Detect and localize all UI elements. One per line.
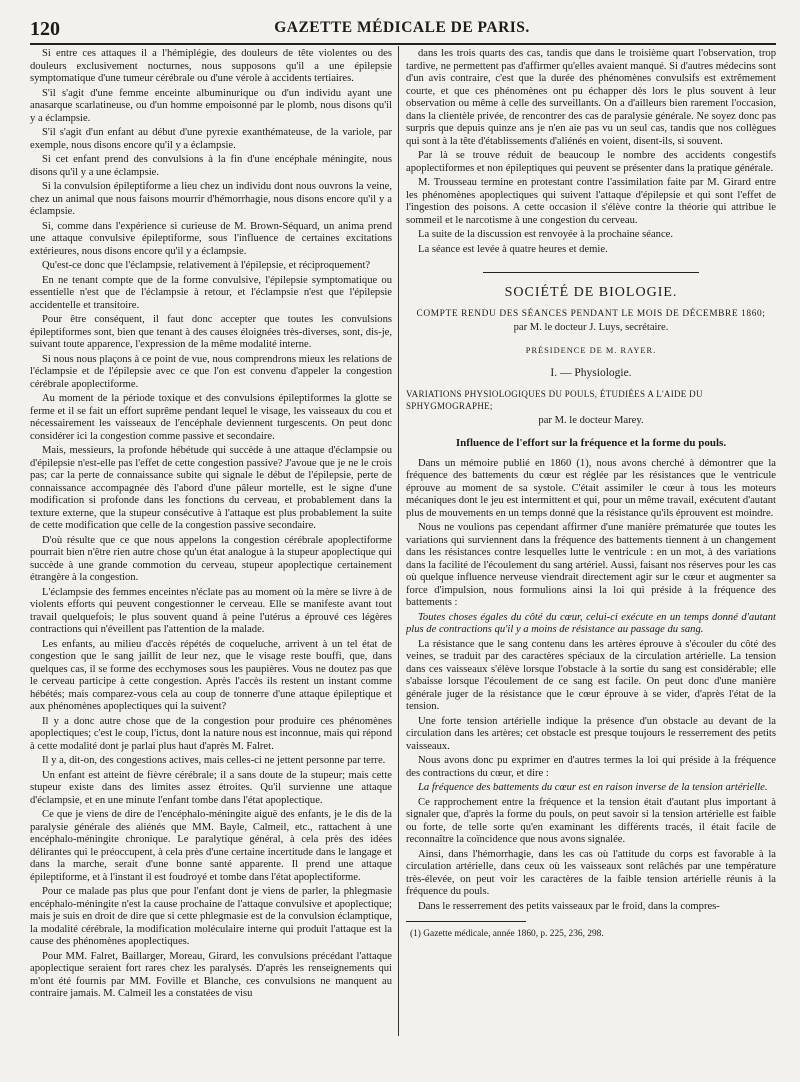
paragraph: dans les trois quarts des cas, tandis que dans le troisième quart l'observation, trop tardive, ne permettent pas d'affirmer qu'elles avaient manqué. Si d'autres médecins sont d'un avis contraire, c'est que la durée des phénomènes convulsifs est extrêmement courte, et que ces phénomènes ont pu échapper dès lors le plus souvent à leur observation ou même à celle des surveillants. On a d'ailleurs bien rarement l'occasion, dans la clientèle privée, de rencontrer des cas de paralysie générale. Ne soyez donc pas surpris que depuis quinze ans je n'en aie pas vu un seul cas, tandis que nos collègues qui sont à la tête d'établissements d'aliénés en voient, disent-ils, si souvent. <box>406 48 776 147</box>
paragraph: S'il s'agit d'un enfant au début d'une pyrexie exanthémateuse, de la variole, par exemple, nous disons encore qu'il y a éclampsie. <box>30 127 392 151</box>
paragraph: Une forte tension artérielle indique la présence d'un obstacle au devant de la circulation dans les artères; cet obstacle est presque toujours le resserrement des petits vaisseaux. <box>406 715 776 752</box>
paragraph: L'éclampsie des femmes enceintes n'éclate pas au moment où la mère se livre à de violents efforts qui peuvent congestionner le cerveau. Elle se manifeste avant tout travail quelquefois; le plus souvent quand à peine l'utérus a éprouvé ces légères contractions qui n'éveillent pas l'attention de la malade. <box>30 586 392 635</box>
page-number: 120 <box>30 18 60 40</box>
paragraph: Si cet enfant prend des convulsions à la fin d'une encéphale méningite, nous disons qu'il y a une éclampsie. <box>30 154 392 178</box>
paragraph: Ce que je viens de dire de l'encéphalo-méningite aiguë des enfants, je le dis de la paralysie générale des aliénés que MM. Bayle, Calmeil, etc., rattachent à une encéphalo-méningite chronique. Le paralytique général, à cela près des idées délirantes qui le préoccupent, à cela près d'une certaine incertitude dans le langage et dans la marche, serait d'une bonne santé apparente. Il prend une attaque épileptiforme, et à l'instant il est foudroyé et tombe dans l'état apoplectiforme. <box>30 809 392 883</box>
left-column <box>30 48 392 1068</box>
paragraph: Qu'est-ce donc que l'éclampsie, relativement à l'épilepsie, et réciproquement? <box>42 260 371 271</box>
article-title: VARIATIONS PHYSIOLOGIQUES DU POULS, ÉTUDIÉES A L'AIDE DU SPHYGMOGRAPHE; <box>406 388 703 411</box>
paragraph: Par là se trouve réduit de beaucoup le nombre des accidents congestifs apoplectiformes et non épileptiques qui peuvent se présenter dans la pratique générale. <box>406 150 776 174</box>
law-statement: La fréquence des battements du cœur est en raison inverse de la tension artérielle. <box>418 782 768 793</box>
paragraph: Pour être conséquent, il faut donc accepter que toutes les convulsions épileptiformes sont, bien que tenant à des causes éloignées très-diverses, sont, dis-je, suivant toute apparence, l'expression de la même modalité interne. <box>30 314 392 350</box>
society-title: SOCIÉTÉ DE BIOLOGIE. <box>504 285 678 300</box>
footnote: (1) Gazette médicale, année 1860, p. 225, 236, 298. <box>410 929 604 939</box>
paragraph: La suite de la discussion est renvoyée à la prochaine séance. <box>418 229 674 240</box>
paragraph: En ne tenant compte que de la forme convulsive, l'épilepsie symptomatique ou essentielle n'est que de l'éclampsie à retour, et l'éclampsie n'est que l'épilepsie accidentelle et transitoire. <box>30 274 392 311</box>
paragraph: La résistance que le sang contenu dans les artères éprouve à s'écouler du côté des veines, se traduit par des caractères spéciaux de la circulation artérielle. La tension dans ces vaisseaux s'élève lorsque l'obstacle à la sortie du sang est considérable; elle s'abaisse lorsque l'écoulement de ce sang est facile. On peut donc d'une manière générale juger de la résistance que le cœur éprouve à se vider, d'après l'état de la tension. <box>406 638 776 712</box>
report-heading: COMPTE RENDU DES SÉANCES PENDANT LE MOIS DE DÉCEMBRE 1860; <box>416 308 766 319</box>
paragraph: Si, comme dans l'expérience si curieuse de M. Brown-Séquard, un anima prend une attaque convulsive épileptiforme, sous l'influence de certaines excitations extérieures, nous disons encore qu'il y a éclampsie. <box>30 220 392 257</box>
presidency-line: PRÉSIDENCE DE M. RAYER. <box>525 345 657 355</box>
journal-title: GAZETTE MÉDICALE DE PARIS. <box>274 19 530 36</box>
paragraph: Ainsi, dans l'hémorrhagie, dans les cas où l'attitude du corps est favorable à la circulation artérielle, dans ceux où les vaisseaux sont relâchés par une température très-élevée, on peut voir les caractères de la faible tension artérielle réunis à la fréquence du pouls. <box>406 848 776 897</box>
section-separator <box>483 272 699 273</box>
law-statement: Toutes choses égales du côté du cœur, celui-ci exécute en un temps donné d'autant plus de contractions qu'il y a moins de résistance au passage du sang. <box>406 611 776 635</box>
paragraph: Il y a, dit-on, des congestions actives, mais celles-ci ne jettent personne par terre. <box>42 755 386 766</box>
paragraph: S'il s'agit d'une femme enceinte albuminurique ou d'un individu ayant une anasarque scarlatineuse, ou d'un homme empoisonné par le plomb, nous disons qu'il y a éclampsie. <box>30 87 392 124</box>
page-header <box>30 14 774 44</box>
report-author: par M. le docteur J. Luys, secrétaire. <box>513 322 669 333</box>
paragraph: Pour ce malade pas plus que pour l'enfant dont je viens de parler, la phlegmasie encéphalo-méningite n'est la cause prochaine de l'attaque convulsive et apoplectique; mais je suis en droit de dire que si cette phlegmasie est de la convulsion éclamptique, la modalité cérébrale, la modification moléculaire interne qui produit l'attaque est la cause des phénomènes apoplectiques. <box>30 886 392 947</box>
paragraph: Nous ne voulions pas cependant affirmer d'une manière prématurée que toutes les variations qui surviennent dans la fréquence des battements tiennent à un changement dans les résistances contre lesquelles lutte le ventricule : en un mot, à des variations dans la facilité de l'écoulement du sang artériel. Aussi, faisant nos réserves pour les cas où quelque influence nerveuse viendrait directement agir sur le cœur et augmenter sa force d'impulsion, nous formulions ainsi la loi qui préside à la fréquence des battements : <box>406 522 776 608</box>
article-subtitle: Influence de l'effort sur la fréquence et la forme du pouls. <box>455 437 727 449</box>
paragraph: Pour MM. Falret, Baillarger, Moreau, Girard, les convulsions précédant l'attaque apoplectique seraient fort rares chez les paralysés. D'après les renseignements qui m'ont été fournis par MM. Foville et Blanche, ces convulsions ne manquent au contraire jamais. M. Calmeil les a constatées de visu <box>30 950 392 999</box>
footnote-rule <box>406 921 526 922</box>
paragraph: Il y a donc autre chose que de la congestion pour produire ces phénomènes apoplectiques; c'est le coup, l'ictus, dont la nature nous est inconnue, mais qui répond à cette modalité dont je parlai plus haut d'après M. Falret. <box>30 715 392 752</box>
right-column <box>406 48 776 1068</box>
paragraph: Mais, messieurs, la profonde hébétude qui succède à une attaque d'éclampsie ou d'épilepsie n'est-elle pas l'effet de cette congestion passive? J'avoue que je ne le crois pas; car la perte de connaissance subite qui signale le début de l'épilepsie, perte de connaissance accompagnée dès l'abord d'une pâleur mortelle, est le signe d'une modification si profonde dans les fonctions du cerveau, et probablement dans la texture externe, que la stupeur consécutive à l'attaque est plus probablement la suite de cette modification que celle de la congestion passive secondaire. <box>30 445 392 531</box>
paragraph: Si nous nous plaçons à ce point de vue, nous comprendrons mieux les relations de l'éclampsie et de l'épilepsie avec ce que l'on est convenu d'appeler la congestion cérébrale apoplectiforme. <box>30 353 392 390</box>
paragraph: Au moment de la période toxique et des convulsions épileptiformes la glotte se ferme et il se fait un effort suprême pendant lequel le visage, les vaisseaux du cou et nécessairement les vaisseaux de l'encéphale deviennent turgescents. On peut donc considérer ici la congestion comme passive et secondaire. <box>30 393 392 442</box>
paragraph: La séance est levée à quatre heures et demie. <box>418 243 608 255</box>
paragraph: D'où résulte que ce que nous appelons la congestion cérébrale apoplectiforme pourrait bien n'être rien autre chose qu'un état analogue à la stupeur apoplectique qui succède à une grande commotion du cerveau, stupeur apoplectique certainement étrangère à la congestion. <box>30 534 392 583</box>
paragraph: Nous avons donc pu exprimer en d'autres termes la loi qui préside à la fréquence des contractions du cœur, et dire : <box>406 755 776 779</box>
paragraph: Si la convulsion épileptiforme a lieu chez un individu dont nous ouvrons la veine, chez un animal que nous faisons mourrir d'hémorrhagie, nous disons encore qu'il y a éclampsie. <box>30 181 392 217</box>
paragraph: Un enfant est atteint de fièvre cérébrale; il a sans doute de la stupeur; mais cette stupeur existe dans des limites assez étroites. Qu'il survienne une attaque d'éclampsie, et en une minute l'enfant tombe dans l'état apoplectique. <box>30 769 392 806</box>
paragraph: Ce rapprochement entre la fréquence et la tension était d'autant plus important à signaler que, d'après la forme du pouls, on peut savoir si la tension artérielle est faible ou forte, de telle sorte qu'en examinant les différents tracés, il était facile de reconnaître la coïncidence que nous avons signalée. <box>406 796 776 845</box>
article-author: par M. le docteur Marey. <box>538 414 644 426</box>
paragraph: Dans le resserrement des petits vaisseaux par le froid, dans la compres- <box>418 900 720 912</box>
paragraph: Dans un mémoire publié en 1860 (1), nous avons cherché à démontrer que la fréquence des battements du cœur est réglée par les résistances que le ventricule éprouve au moment de sa systole. C'était assimiler le cœur à tous les moteurs mécaniques dont le jeu est intermittent et qui, pour un même travail, exécutent d'autant plus de mouvements en un temps donné que la résistance qu'ils éprouvent est moindre. <box>406 457 776 519</box>
section-heading: I. — Physiologie. <box>550 367 632 379</box>
paragraph: Si entre ces attaques il a l'hémiplégie, des douleurs de tête violentes ou des douleurs exclusivement nocturnes, nous supposons qu'il a une épilepsie symptomatique d'une tumeur cérébrale ou d'une vérole à accidents tertiaires. <box>30 48 392 84</box>
paragraph: M. Trousseau termine en protestant contre l'assimilation faite par M. Girard entre les phénomènes apoplectiques qui suivent l'attaque d'épilepsie et qui sont l'effet de l'ingestion des poisons. A cette occasion il s'élève contre la théorie qui attribue le sommeil et le narcotisme à une congestion du cerveau. <box>406 177 776 226</box>
column-divider <box>398 46 399 1036</box>
paragraph: Les enfants, au milieu d'accès répétés de coqueluche, arrivent à un tel état de congestion que le sang jaillit de leur nez, que le visage reste bouffi, que, dans quelques cas, il se forme des ecchymoses sous les paupières. Vous ne doutez pas que le cerveau participe à cette congestion. Après l'accès ils restent un instant comme hébétés; mais comparez-vous cela au coup de tonnerre d'une attaque épileptique et aux phénomènes apoplectiques qui la suivent? <box>30 638 392 712</box>
header-rule <box>30 43 776 45</box>
